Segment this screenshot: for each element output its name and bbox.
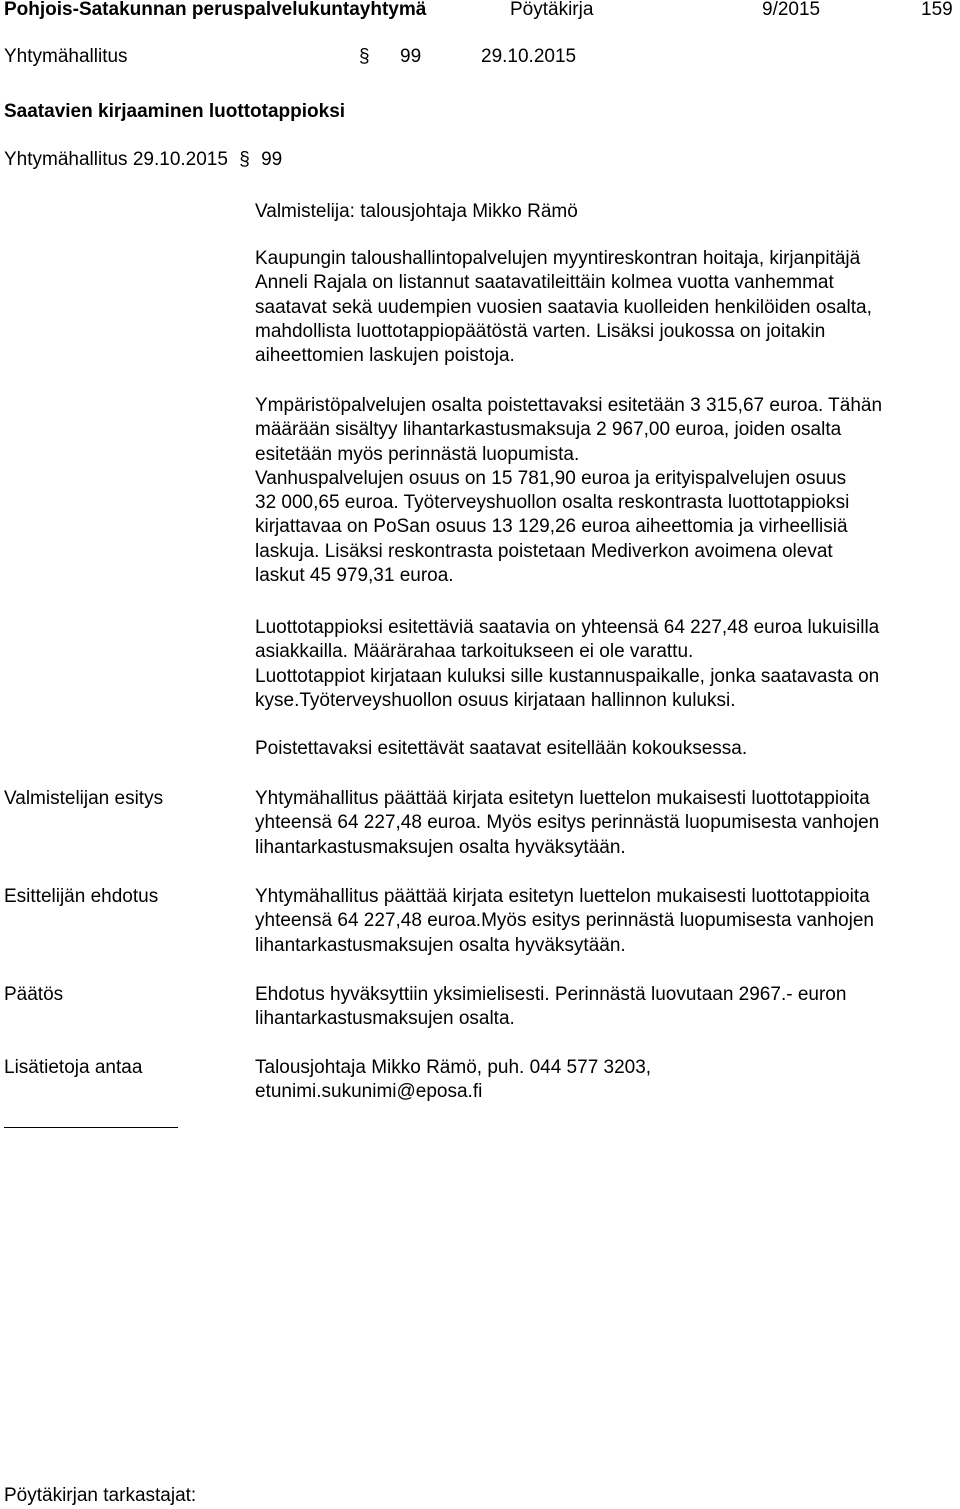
paragraph-line: Poistettavaksi esitettävät saatavat esitellään kokouksessa. bbox=[255, 738, 748, 759]
item-reference-section-mark: § bbox=[239, 149, 250, 170]
paragraph-line: kyse.Työterveyshuollon osuus kirjataan hallinnon kuluksi. bbox=[255, 689, 736, 711]
info-text bbox=[255, 1056, 960, 1105]
paragraph-line: Yhtymähallitus päättää kirjata esitetyn luettelon mukaisesti luottotappioita bbox=[255, 886, 870, 907]
paragraph-line: asiakkailla. Määrärahaa tarkoitukseen ei ole varattu. bbox=[255, 641, 694, 663]
document-type: Pöytäkirja bbox=[510, 0, 594, 20]
item-reference bbox=[4, 148, 282, 172]
paragraph-line: mahdollista luottotappiopäätöstä varten. Lisäksi joukossa on joitakin bbox=[255, 320, 826, 342]
paragraph-line: Ympäristöpalvelujen osalta poistettavaksi esitetään 3 315,67 euroa. Tähän bbox=[255, 395, 883, 416]
presenter-text bbox=[255, 885, 960, 958]
decision-text bbox=[255, 983, 960, 1032]
decision-label: Päätös bbox=[4, 984, 64, 1005]
paragraph-line: saatavat sekä uudempien vuosien saatavia kuolleiden henkilöiden osalta, bbox=[255, 296, 872, 318]
presenter-label: Esittelijän ehdotus bbox=[4, 886, 159, 907]
contact-email: etunimi.sukunimi@eposa.fi bbox=[255, 1081, 483, 1103]
paragraph-line: määrään sisältyy lihantarkastusmaksuja 2 967,00 euroa, joiden osalta bbox=[255, 419, 842, 441]
paragraph-amounts bbox=[255, 394, 960, 588]
item-reference-section: 99 bbox=[261, 149, 283, 170]
paragraph-line: Ehdotus hyväksyttiin yksimielisesti. Perinnästä luovutaan 2967.- euron bbox=[255, 984, 847, 1005]
proposal-text bbox=[255, 787, 960, 860]
paragraph-line: kirjattavaa on PoSan osuus 13 129,26 euroa aiheettomia ja virheellisiä bbox=[255, 516, 848, 538]
organization-name: Pohjois-Satakunnan peruspalvelukuntayhtymä bbox=[4, 0, 427, 20]
meeting-body: Yhtymähallitus bbox=[4, 46, 128, 67]
paragraph-line: lihantarkastusmaksujen osalta hyväksytään. bbox=[255, 934, 626, 956]
paragraph-line: Luottotappiot kirjataan kuluksi sille kustannuspaikalle, jonka saatavasta on bbox=[255, 665, 880, 687]
paragraph-line: Talousjohtaja Mikko Rämö, puh. 044 577 3203, bbox=[255, 1057, 652, 1078]
page-number: 159 bbox=[921, 0, 953, 20]
item-reference-body-date: Yhtymähallitus 29.10.2015 bbox=[4, 149, 228, 170]
paragraph-line: Vanhuspalvelujen osuus on 15 781,90 euroa ja erityispalvelujen osuus bbox=[255, 467, 847, 489]
meeting-date: 29.10.2015 bbox=[481, 46, 577, 67]
divider-line bbox=[4, 1127, 178, 1128]
paragraph-line: laskuja. Lisäksi reskontrasta poistetaan Mediverkon avoimena olevat bbox=[255, 540, 833, 562]
document-number: 9/2015 bbox=[762, 0, 821, 20]
item-title: Saatavien kirjaaminen luottotappioksi bbox=[4, 101, 346, 122]
reviewers-label: Pöytäkirjan tarkastajat: bbox=[4, 1485, 197, 1506]
paragraph-line: 32 000,65 euroa. Työterveyshuollon osalta reskontrasta luottotappioksi bbox=[255, 492, 850, 514]
paragraph-line: lihantarkastusmaksujen osalta. bbox=[255, 1008, 515, 1030]
paragraph-line: yhteensä 64 227,48 euroa.Myös esitys perinnästä luopumisesta vanhojen bbox=[255, 910, 874, 932]
proposal-label: Valmistelijan esitys bbox=[4, 788, 164, 809]
info-label: Lisätietoja antaa bbox=[4, 1057, 143, 1078]
preparer: Valmistelija: talousjohtaja Mikko Rämö bbox=[255, 201, 578, 222]
paragraph-presentation bbox=[255, 737, 960, 761]
paragraph-line: laskut 45 979,31 euroa. bbox=[255, 565, 454, 587]
paragraph-line: esitetään myös perinnästä luopumista. bbox=[255, 443, 580, 465]
paragraph-line: Luottotappioksi esitettäviä saatavia on yhteensä 64 227,48 euroa lukuisilla bbox=[255, 617, 880, 638]
paragraph-line: Yhtymähallitus päättää kirjata esitetyn luettelon mukaisesti luottotappioita bbox=[255, 788, 870, 809]
paragraph-line: aiheettomien laskujen poistoja. bbox=[255, 345, 515, 367]
paragraph-total bbox=[255, 616, 960, 713]
paragraph-background bbox=[255, 247, 960, 368]
section-mark: § bbox=[359, 46, 370, 67]
paragraph-line: yhteensä 64 227,48 euroa. Myös esitys perinnästä luopumisesta vanhojen bbox=[255, 812, 880, 834]
paragraph-line: Kaupungin taloushallintopalvelujen myyntireskontran hoitaja, kirjanpitäjä bbox=[255, 248, 861, 269]
paragraph-line: Anneli Rajala on listannut saatavatileittäin kolmea vuotta vanhemmat bbox=[255, 272, 834, 294]
section-number: 99 bbox=[400, 46, 422, 67]
paragraph-line: lihantarkastusmaksujen osalta hyväksytään. bbox=[255, 836, 626, 858]
